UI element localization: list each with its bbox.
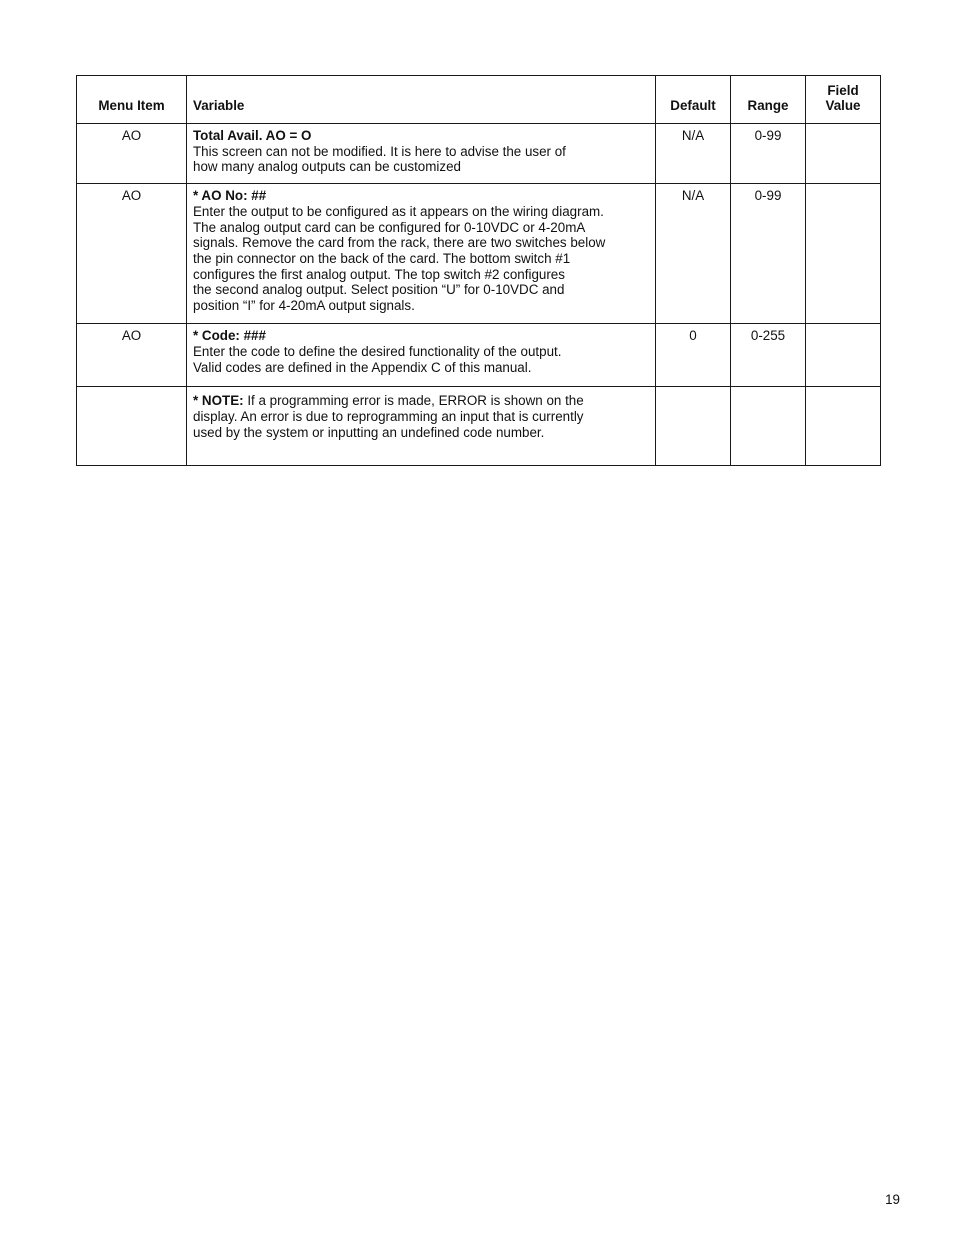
menu-table — [76, 75, 881, 466]
cell-range: 0-99 — [731, 184, 806, 324]
page-number: 19 — [885, 1192, 900, 1207]
note-text: If a programming error is made, ERROR is shown on the — [243, 393, 584, 409]
cell-variable — [187, 184, 656, 324]
cell-field-value — [806, 324, 881, 387]
cell-field-value — [806, 387, 881, 466]
variable-title: Total Avail. AO = O — [193, 128, 312, 143]
cell-default: N/A — [656, 124, 731, 184]
cell-variable — [187, 324, 656, 387]
cell-menu-item: AO — [77, 124, 187, 184]
cell-field-value — [806, 124, 881, 184]
table-header-row — [77, 76, 881, 124]
table-row — [77, 387, 881, 466]
header-field-value-line1: Field — [827, 82, 859, 98]
note-lead: * NOTE: — [193, 393, 244, 409]
table-row — [77, 184, 881, 324]
table-row — [77, 324, 881, 387]
variable-line: Enter the output to be configured as it appears on the wiring diagram. — [193, 203, 604, 219]
header-variable: Variable — [187, 76, 656, 124]
variable-line: This screen can not be modified. It is here to advise the user of — [193, 143, 566, 159]
header-menu-item: Menu Item — [77, 76, 187, 124]
variable-line: the pin connector on the back of the card. The bottom switch #1 — [193, 250, 571, 266]
cell-range: 0-99 — [731, 124, 806, 184]
table-row — [77, 124, 881, 184]
header-range: Range — [731, 76, 806, 124]
variable-line: configures the first analog output. The top switch #2 configures — [193, 266, 565, 282]
header-field-value-line2: Value — [825, 98, 861, 114]
cell-field-value — [806, 184, 881, 324]
cell-default: 0 — [656, 324, 731, 387]
cell-menu-item: AO — [77, 184, 187, 324]
cell-menu-item: AO — [77, 324, 187, 387]
cell-range: 0-255 — [731, 324, 806, 387]
cell-default: N/A — [656, 184, 731, 324]
variable-title: * Code: ### — [193, 328, 266, 344]
variable-line: how many analog outputs can be customized — [193, 159, 461, 175]
variable-line: The analog output card can be configured for 0-10VDC or 4-20mA — [193, 219, 586, 235]
variable-title: * AO No: ## — [193, 188, 267, 204]
variable-line: position “I” for 4-20mA output signals. — [193, 298, 415, 314]
note-line: display. An error is due to reprogramming an input that is currently — [193, 408, 584, 424]
cell-default — [656, 387, 731, 466]
variable-line: Valid codes are defined in the Appendix C of this manual. — [193, 359, 532, 375]
cell-range — [731, 387, 806, 466]
cell-menu-item — [77, 387, 187, 466]
variable-line: the second analog output. Select position “U” for 0-10VDC and — [193, 282, 565, 298]
header-field-value — [806, 76, 881, 124]
cell-note — [187, 387, 656, 466]
note-line: used by the system or inputting an undefined code number. — [193, 424, 545, 440]
variable-line: signals. Remove the card from the rack, there are two switches below — [193, 235, 606, 251]
cell-variable — [187, 124, 656, 184]
variable-line: Enter the code to define the desired functionality of the output. — [193, 343, 562, 359]
header-default: Default — [656, 76, 731, 124]
note-line — [193, 393, 649, 409]
